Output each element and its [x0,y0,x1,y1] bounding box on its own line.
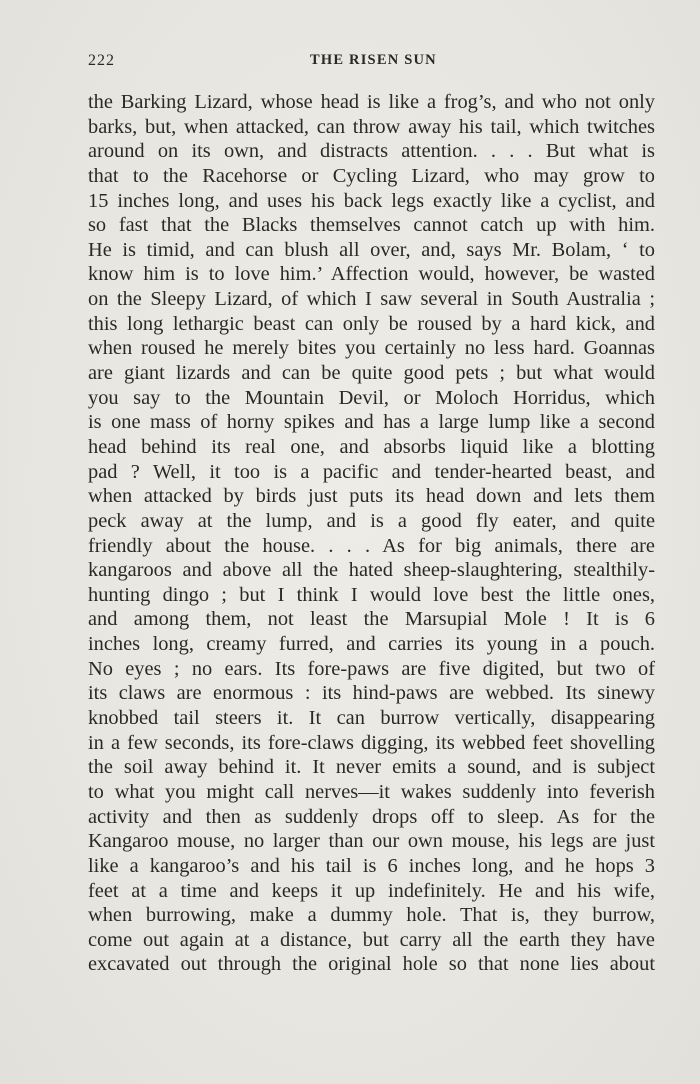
text-line: around on its own, and distracts attention. . . . But what is [88,140,655,163]
text-line: knobbed tail steers it. It can burrow vertically, disappearing [88,707,655,730]
text-line: Kangaroo mouse, no larger than our own mouse, his legs are just [88,830,655,853]
text-line: come out again at a distance, but carry all the earth they have [88,928,655,951]
text-line: inches long, creamy furred, and carries its young in a pouch. [88,633,655,656]
text-line: the Barking Lizard, whose head is like a frog’s, and who not only [88,91,655,113]
text-line: you say to the Mountain Devil, or Moloch Horridus, which [88,386,655,409]
text-line: kangaroos and above all the hated sheep-slaughtering, stealthily- [88,559,655,582]
text-line: peck away at the lump, and is a good fly eater, and quite [88,509,655,532]
text-line: friendly about the house. . . . As for big animals, there are [88,534,655,557]
text-line: to what you might call nerves—it wakes suddenly into feverish [88,780,655,803]
text-line: when roused he merely bites you certainly no less hard. Goannas [88,337,655,360]
text-line: its claws are enormous : its hind-paws are webbed. Its sinewy [88,682,655,705]
text-line: hunting dingo ; but I think I would love best the little ones, [88,583,655,606]
text-line: barks, but, when attacked, can throw away his tail, which twitches [88,115,655,138]
text-line: are giant lizards and can be quite good pets ; but what would [88,362,655,385]
body-text [88,90,655,977]
text-line: head behind its real one, and absorbs liquid like a blotting [88,435,655,458]
text-line: and among them, not least the Marsupial Mole ! It is 6 [88,608,655,631]
text-line: No eyes ; no ears. Its fore-paws are five digited, but two of [88,657,655,680]
text-line: activity and then as suddenly drops off to sleep. As for the [88,805,655,828]
text-line: excavated out through the original hole so that none lies about [88,953,655,976]
text-line: like a kangaroo’s and his tail is 6 inches long, and he hops 3 [88,854,655,877]
text-line: on the Sleepy Lizard, of which I saw several in South Australia ; [88,288,655,311]
text-line: is one mass of horny spikes and has a large lump like a second [88,411,655,434]
running-head [88,52,656,78]
text-line: know him is to love him.’ Affection would, however, be wasted [88,263,655,286]
text-line: so fast that the Blacks themselves cannot catch up with him. [88,214,655,237]
text-line: in a few seconds, its fore-claws digging, its webbed feet shovelling [88,731,655,754]
text-line: He is timid, and can blush all over, and, says Mr. Bolam, ‘ to [88,238,655,261]
text-line: 15 inches long, and uses his back legs exactly like a cyclist, and [88,189,655,212]
page-number: 222 [88,52,115,69]
text-line: when attacked by birds just puts its head down and lets them [88,485,655,508]
text-line: that to the Racehorse or Cycling Lizard, who may grow to [88,164,655,187]
text-line: the soil away behind it. It never emits a sound, and is subject [88,756,655,779]
text-line: feet at a time and keeps it up indefinitely. He and his wife, [88,879,655,902]
text-line: this long lethargic beast can only be roused by a hard kick, and [88,312,655,335]
running-title: THE RISEN SUN [310,52,437,68]
text-line: pad ? Well, it too is a pacific and tender-hearted beast, and [88,460,655,483]
text-line: when burrowing, make a dummy hole. That is, they burrow, [88,904,655,927]
